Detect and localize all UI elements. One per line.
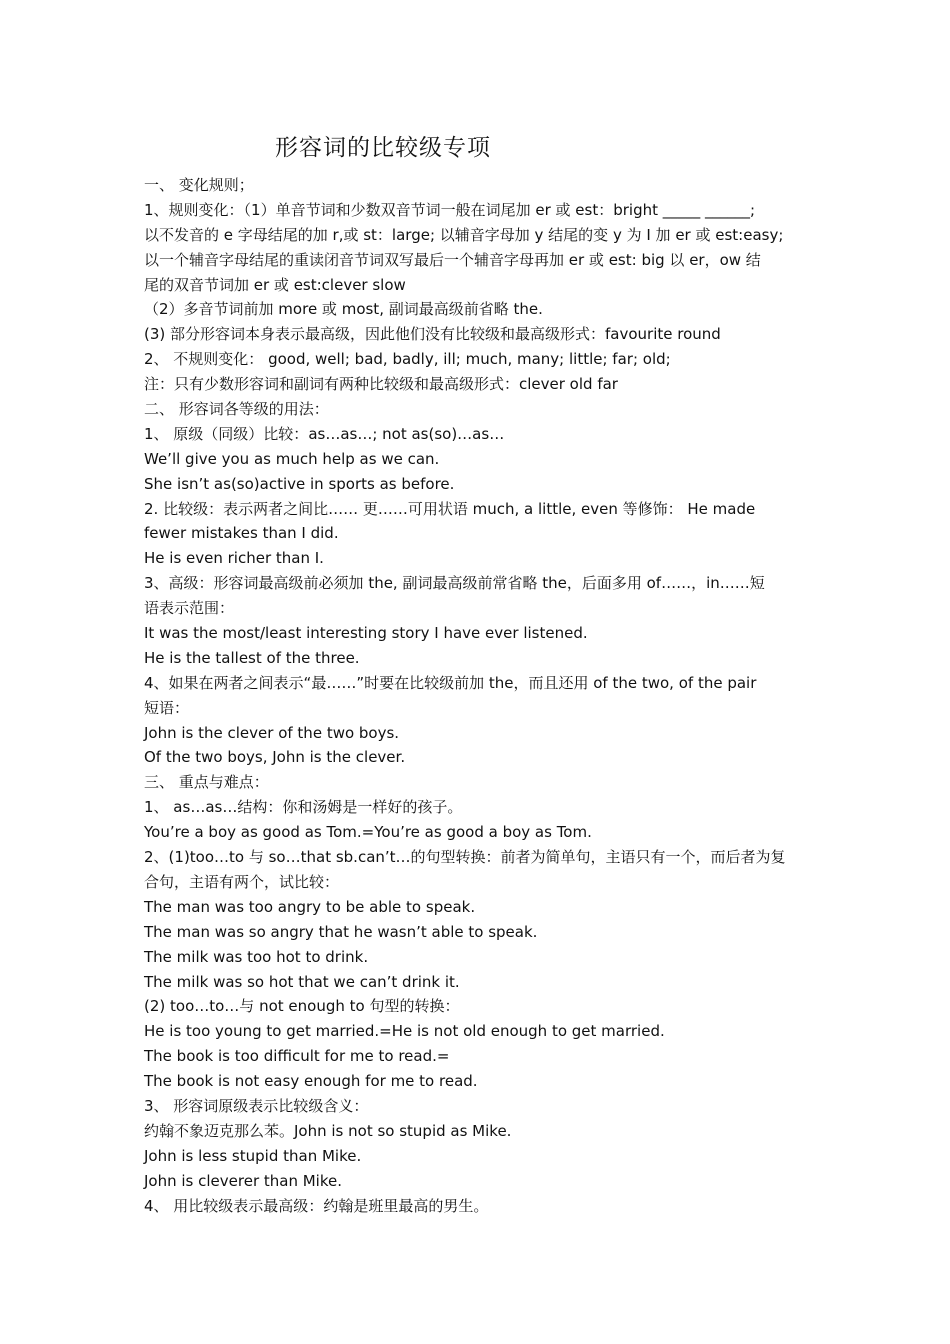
text-line: （2）多音节词前加 more 或 most, 副词最高级前省略 the. [144,300,543,319]
text-line: 约翰不象迈克那么苯。John is not so stupid as Mike. [144,1121,512,1140]
text-line: 二、 形容词各等级的用法： [144,400,329,419]
text-line: John is cleverer than Mike. [144,1171,342,1190]
document-body [144,173,808,1218]
text-line: 注：只有少数形容词和副词有两种比较级和最高级形式：clever old far [144,375,618,394]
text-line: 2. 比较级：表示两者之间比…… 更……可用状语 much, a little, even 等修饰： He made [144,499,756,518]
text-line: The milk was so hot that we can’t drink it. [144,972,460,991]
text-line: 3、高级：形容词最高级前必须加 the, 副词最高级前常省略 the，后面多用 of……，in……短 [144,574,765,593]
text-line: John is the clever of the two boys. [144,723,400,742]
text-line: You’re a boy as good as Tom.=You’re as good a boy as Tom. [144,823,592,842]
text-line: 以不发音的 e 字母结尾的加 r,或 st：large; 以辅音字母加 y 结尾的变 y 为 I 加 er 或 est:easy; [144,225,784,244]
text-line: Of the two boys, John is the clever. [144,748,406,767]
text-line: fewer mistakes than I did. [144,524,339,543]
text-line: (2) too…to…与 not enough to 句型的转换： [144,997,460,1016]
document-title: 形容词的比较级专项 [275,135,491,161]
text-line: 语表示范围： [144,599,235,618]
text-line: It was the most/least interesting story I have ever listened. [144,624,588,643]
text-line: 短语： [144,698,190,717]
text-line: The book is not easy enough for me to read. [144,1072,478,1091]
text-line: The milk was too hot to drink. [144,947,369,966]
text-line: He is the tallest of the three. [144,648,360,667]
text-line: 4、如果在两者之间表示“最……”时要在比较级前加 the，而且还用 of the two, of the pair [144,673,757,692]
text-line: 尾的双音节词加 er 或 est:clever slow [144,275,406,294]
text-line: 一、 变化规则； [144,176,254,194]
text-line: 1、规则变化：（1）单音节词和少数双音节词一般在词尾加 er 或 est：bright _____ ______; [144,200,756,219]
text-line: 2、(1)too…to 与 so…that sb.can’t…的句型转换：前者为简单句，主语只有一个，而后者为复 [144,848,786,867]
text-line: 4、 用比较级表示最高级：约翰是班里最高的男生。 [144,1196,489,1215]
text-line: We’ll give you as much help as we can. [144,449,440,468]
text-line: The man was so angry that he wasn’t able to speak. [144,922,538,941]
text-line: (3) 部分形容词本身表示最高级，因此他们没有比较级和最高级形式：favourite round [144,325,721,344]
text-line: He is too young to get married.=He is not old enough to get married. [144,1022,665,1041]
text-line: 2、 不规则变化： good, well; bad, badly, ill; much, many; little; far; old; [144,350,671,369]
text-line: 1、 as…as…结构：你和汤姆是一样好的孩子。 [144,798,463,817]
text-line: 以一个辅音字母结尾的重读闭音节词双写最后一个辅音字母再加 er 或 est: big 以 er，ow 结 [144,250,761,269]
text-line: 3、 形容词原级表示比较级含义： [144,1096,369,1115]
text-line: 合句，主语有两个，试比较： [144,872,340,891]
text-line: The man was too angry to be able to speak. [144,897,476,916]
text-line: 三、 重点与难点： [144,773,269,792]
text-line: He is even richer than I. [144,549,324,568]
text-line: 1、 原级（同级）比较：as…as…; not as(so)…as… [144,424,505,443]
text-line: She isn’t as(so)active in sports as before. [144,474,455,493]
text-line: John is less stupid than Mike. [144,1146,362,1165]
text-line: The book is too difficult for me to read.= [144,1047,450,1066]
